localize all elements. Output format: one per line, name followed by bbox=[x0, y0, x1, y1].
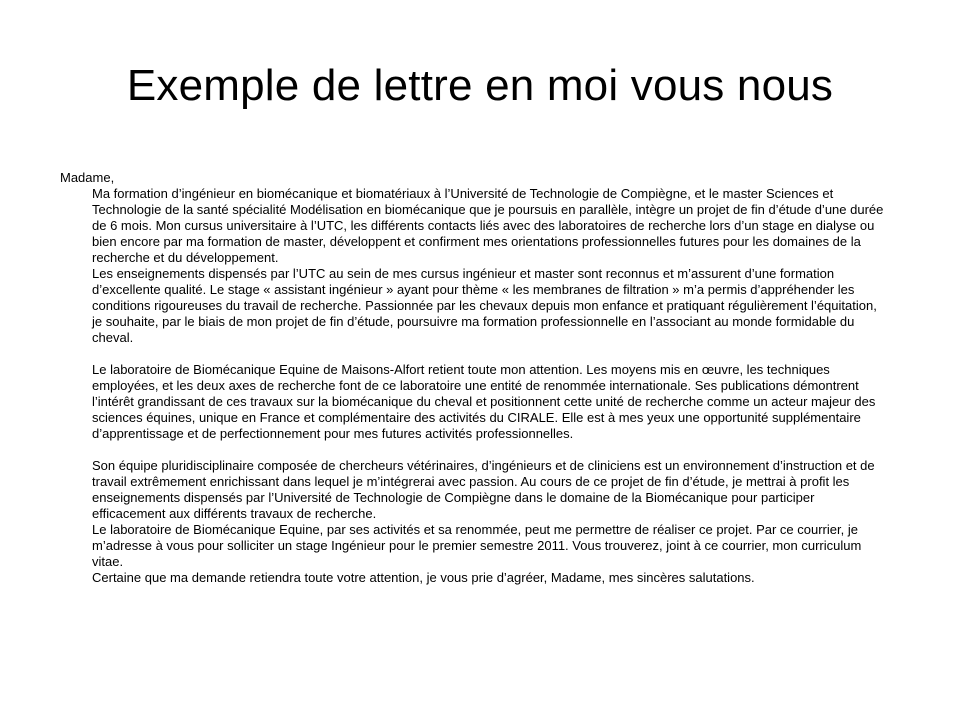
paragraph-equipe: Son équipe pluridisciplinaire composée de chercheurs vétérinaires, d’ingénieurs et de cliniciens est un environnement d’instruction et de travail extrêmement enrichissant dans lequel je m’intégrerai avec passion. Au cours de ce projet de fin d’étude, je mettrai à profit les enseignements dispensés par l’Université de Technologie de Compiègne dans le domaine de la Biomécanique pour participer efficacement aux différents travaux de recherche. bbox=[92, 458, 879, 521]
slide-title: Exemple de lettre en moi vous nous bbox=[126, 61, 834, 110]
paragraph-enseignements: Les enseignements dispensés par l’UTC au sein de mes cursus ingénieur et master sont reconnus et m’assurent d’une formation d’excellente qualité. Le stage « assistant ingénieur » ayant pour thème « les membranes de filtration » m’a permis d’appréhender les conditions rigoureuses du travail de recherche. Passionnée par les chevaux depuis mon enfance et pratiquant régulièrement l’équitation, je souhaite, par le biais de mon projet de fin d’étude, poursuivre ma formation professionnelle en l’associant au monde formidable du cheval. bbox=[92, 266, 881, 345]
paragraph-laboratoire: Le laboratoire de Biomécanique Equine de Maisons-Alfort retient toute mon attention. Les moyens mis en œuvre, les techniques employées, et les deux axes de recherche font de ce laboratoire une entité de renommée internationale. Ses publications démontrent l’intérêt grandissant de ces travaux sur la biomécanique du cheval et positionnent cette unité de recherche comme un acteur majeur des sciences équines, unique en France et complémentaire des activités du CIRALE. Elle est à mes yeux une opportunité supplémentaire d’apprentissage et de perfectionnement pour mes futures activités professionnelles. bbox=[92, 362, 879, 441]
paragraph-salutations: Certaine que ma demande retiendra toute votre attention, je vous prie d’agréer, Madame, mes sincères salutations. bbox=[92, 570, 755, 585]
paragraph-demande: Le laboratoire de Biomécanique Equine, par ses activités et sa renommée, peut me permettre de réaliser ce projet. Par ce courrier, je m’adresse à vous pour solliciter un stage Ingénieur pour le premier semestre 2011. Vous trouverez, joint à ce courrier, mon curriculum vitae. bbox=[92, 522, 865, 569]
salutation: Madame, bbox=[60, 170, 115, 185]
paragraph-formation: Ma formation d’ingénieur en biomécanique et biomatériaux à l’Université de Technologie de Compiègne, et le master Sciences et Technologie de la santé spécialité Modélisation en biomécanique que je poursuis en parallèle, intègre un projet de fin d’étude d’une durée de 6 mois. Mon cursus universitaire à l’UTC, les différents contacts liés avec des laboratoires de recherche lors d’un stage en dialyse ou bien encore par ma formation de master, développent et confirment mes orientations professionnelles futures pour les domaines de la recherche et du développement. bbox=[92, 186, 887, 265]
letter-body bbox=[60, 170, 890, 586]
paragraph-spacer bbox=[60, 442, 890, 458]
paragraph-spacer bbox=[60, 346, 890, 362]
